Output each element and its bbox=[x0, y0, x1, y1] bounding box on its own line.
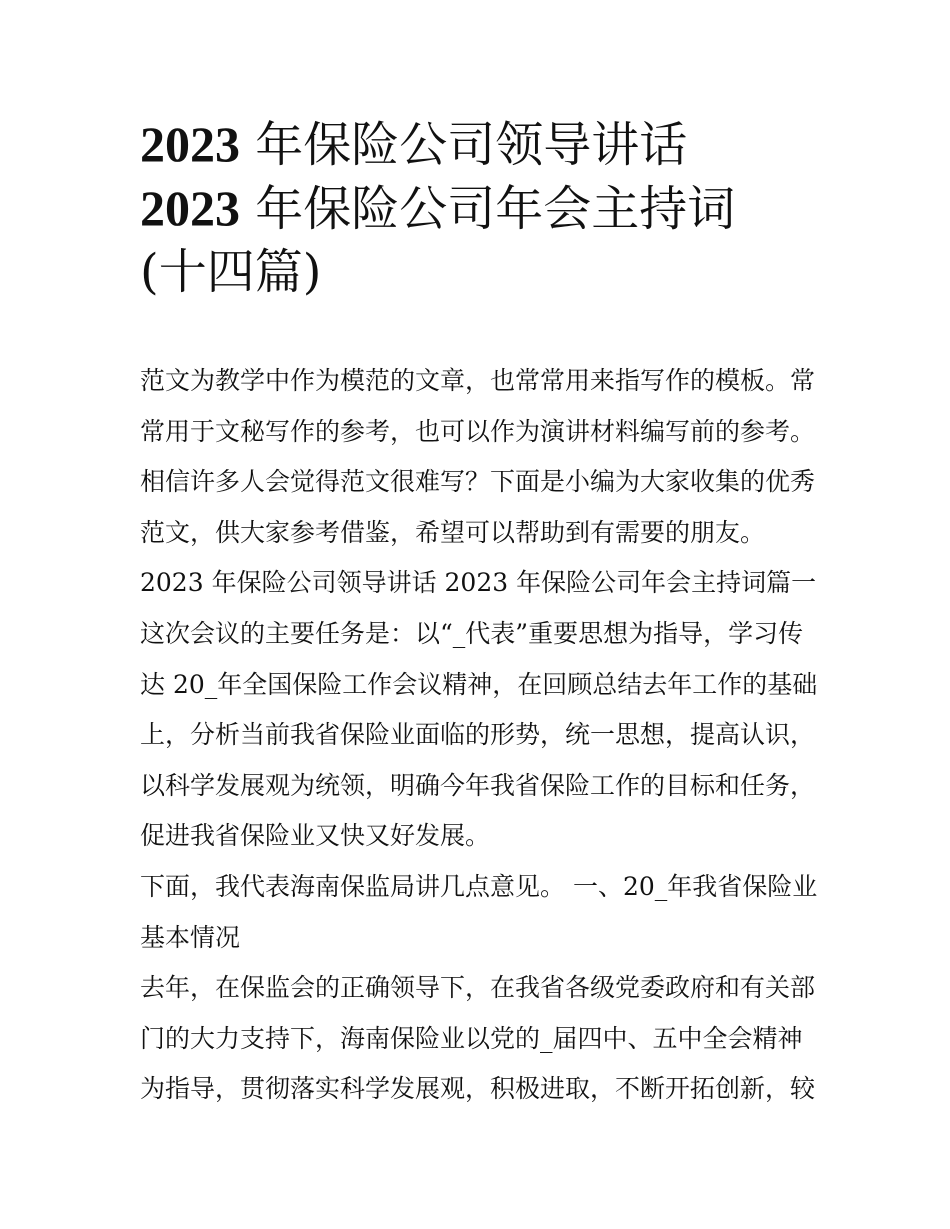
body-line: 范文，供大家参考借鉴，希望可以帮助到有需要的朋友。 bbox=[140, 517, 766, 547]
title-line-3: (十四篇) bbox=[140, 244, 322, 300]
body-line: 促进我省保险业又快又好发展。 bbox=[140, 821, 491, 851]
title-text-1: 年保险公司领导讲话 bbox=[255, 117, 688, 173]
body-line: 范文为教学中作为模范的文章，也常常用来指写作的模板。常 bbox=[140, 366, 816, 395]
title-year-2: 2023 bbox=[140, 180, 240, 236]
body-line: 以科学发展观为统领，明确今年我省保险工作的目标和任务， bbox=[140, 770, 816, 800]
body-line: 相信许多人会觉得范文很难写？下面是小编为大家收集的优秀 bbox=[140, 467, 816, 497]
body-line: 上，分析当前我省保险业面临的形势，统一思想，提高认识， bbox=[140, 720, 816, 750]
section-heading-line: 2023 年保险公司领导讲话 2023 年保险公司年会主持词篇一 bbox=[140, 568, 817, 598]
body-line: 下面，我代表海南保监局讲几点意见。 一、20_年我省保险业 bbox=[140, 871, 818, 901]
title-text-2: 年保险公司年会主持词 bbox=[255, 181, 736, 237]
body-line: 这次会议的主要任务是：以“_代表”重要思想为指导，学习传 bbox=[140, 618, 804, 648]
body-line: 常用于文秘写作的参考，也可以作为演讲材料编写前的参考。 bbox=[140, 416, 816, 446]
title-year-1: 2023 bbox=[140, 116, 240, 172]
body-line: 基本情况 bbox=[140, 922, 241, 952]
body-line: 为指导，贯彻落实科学发展观，积极进取，不断开拓创新，较 bbox=[140, 1074, 816, 1104]
body-line: 去年，在保监会的正确领导下，在我省各级党委政府和有关部 bbox=[140, 973, 816, 1003]
title-line-1 bbox=[140, 112, 840, 176]
body-line: 门的大力支持下，海南保险业以党的_届四中、五中全会精神 bbox=[140, 1023, 803, 1053]
body-line: 达 20_年全国保险工作会议精神，在回顾总结去年工作的基础 bbox=[140, 669, 818, 699]
document-title bbox=[140, 112, 840, 304]
title-line-2 bbox=[140, 176, 840, 240]
document-body bbox=[140, 356, 820, 1115]
